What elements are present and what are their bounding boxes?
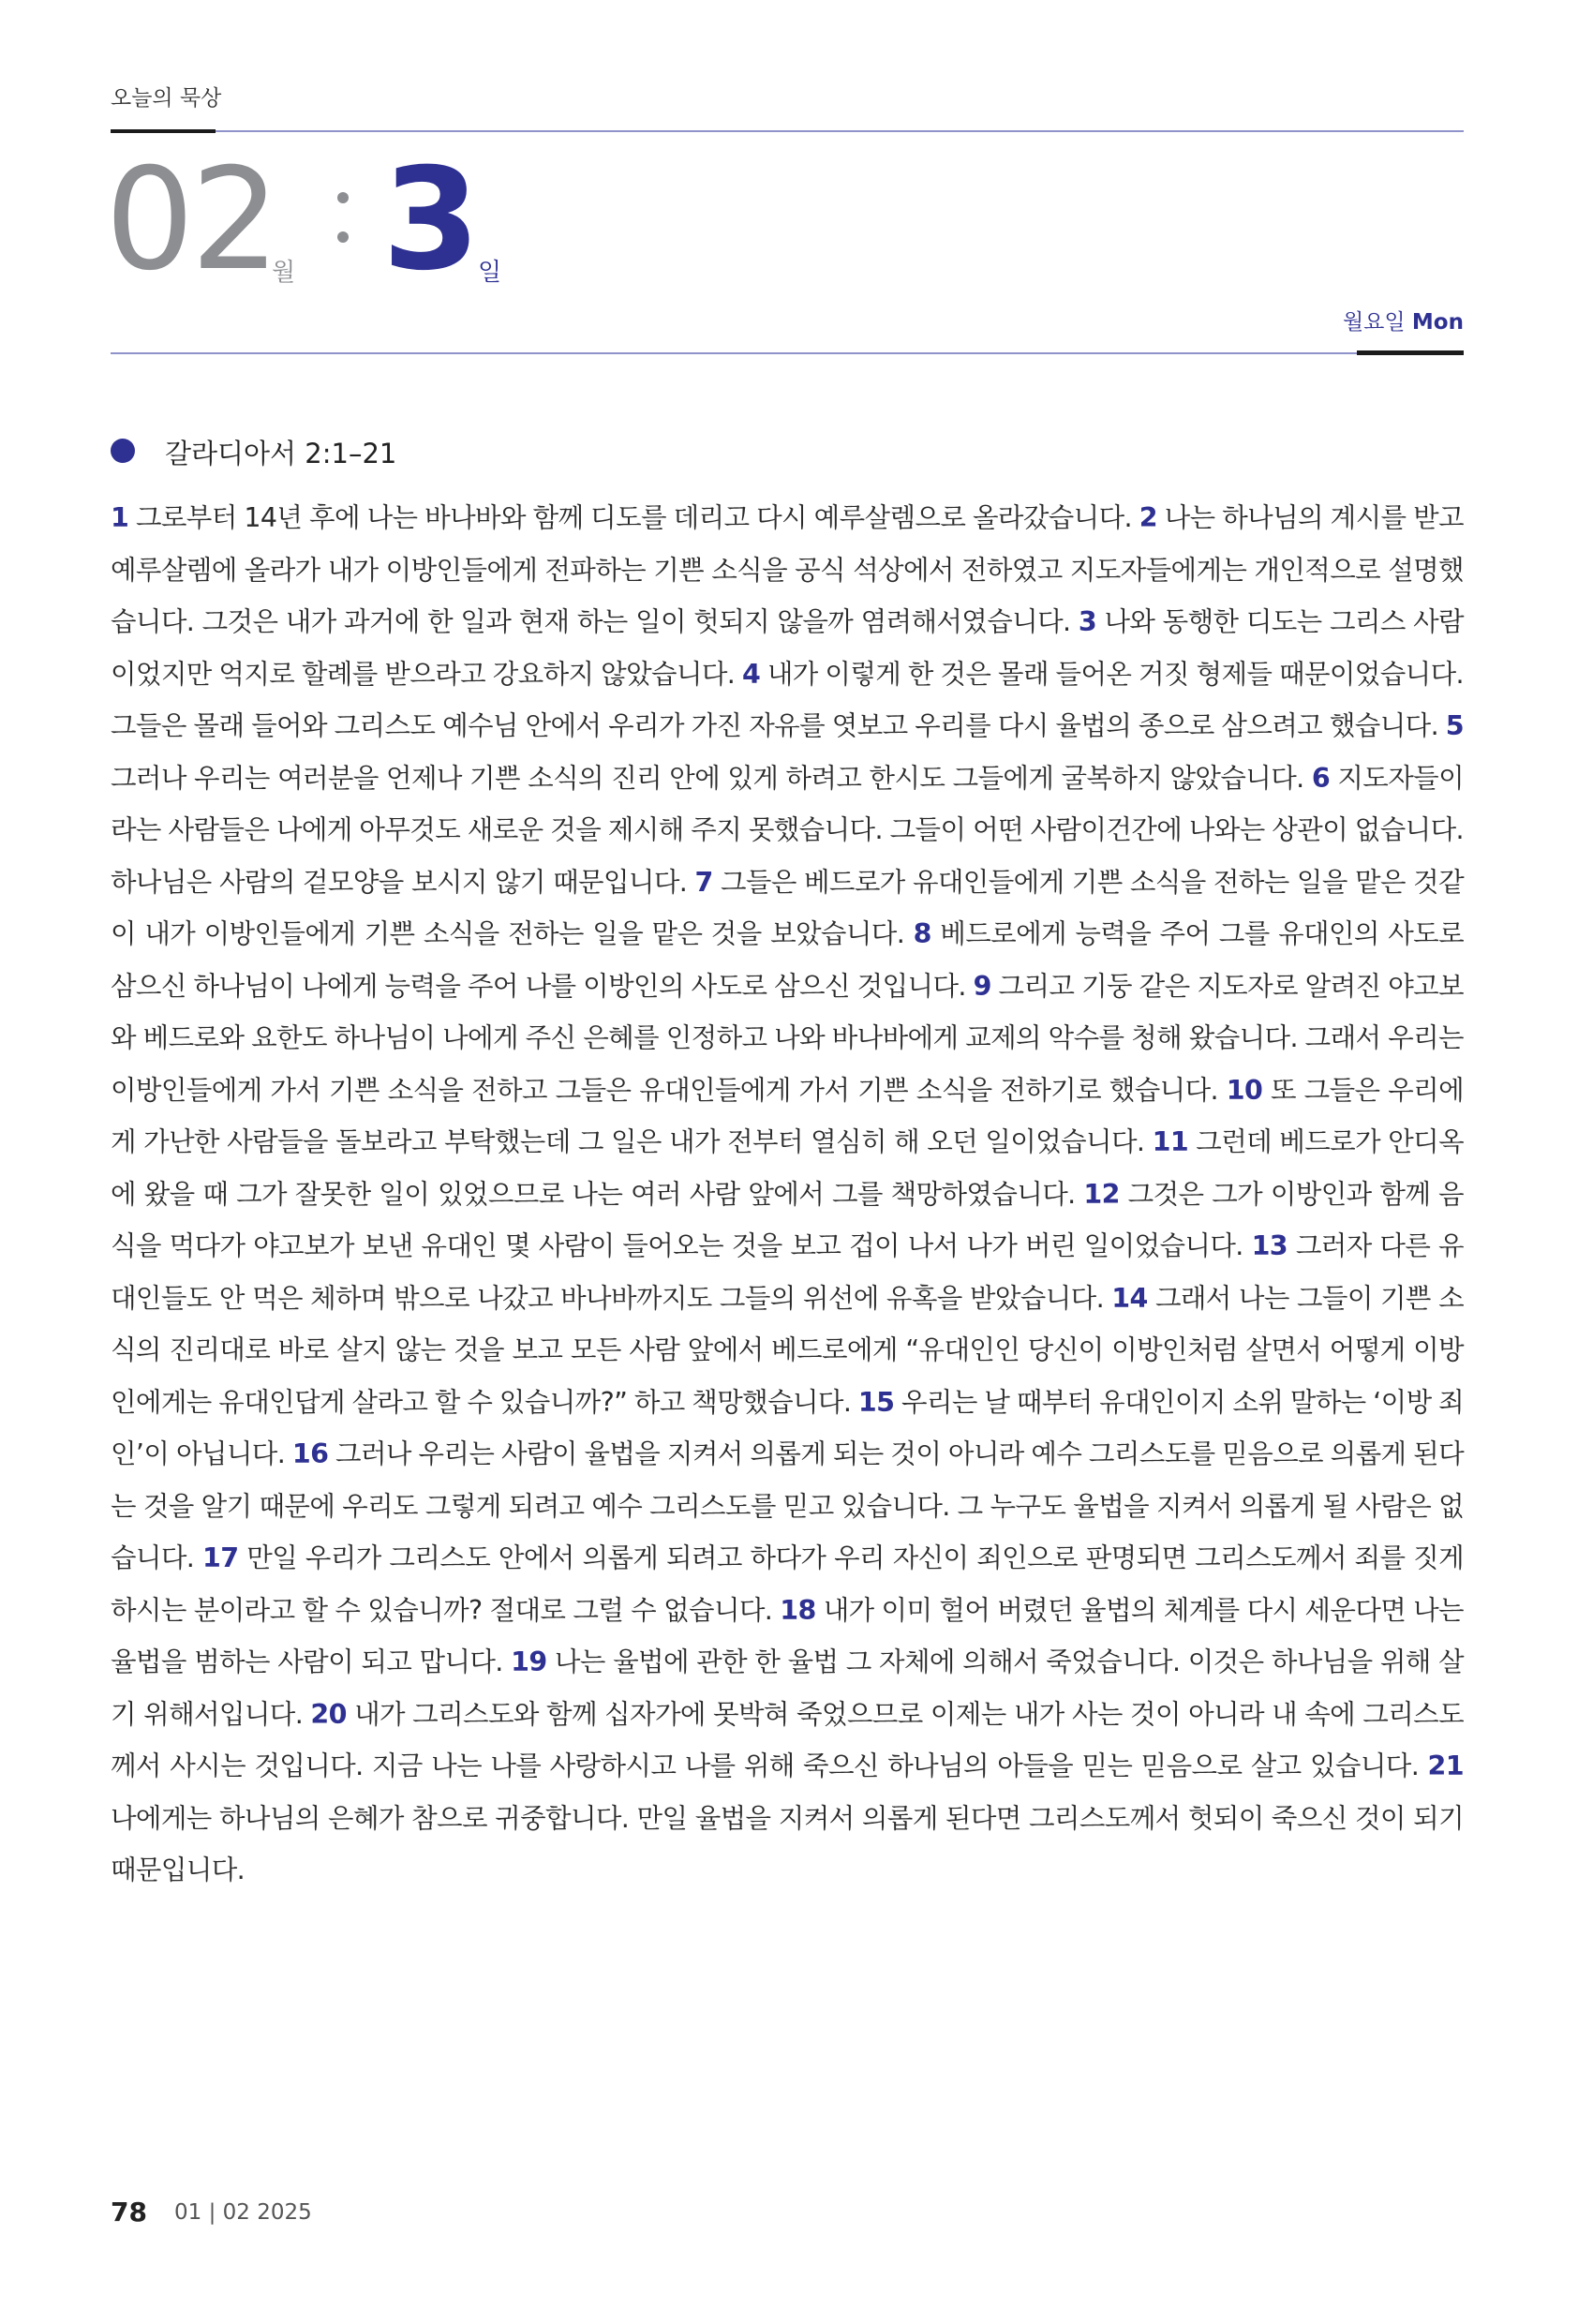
verse-text: 그런데 베드로가 안디옥에 왔을 때 그가 잘못한 일이 있었으므로 나는 여러 사람 앞에서 그를 책망하였습니다.	[111, 1126, 1465, 1210]
verse-text: 우리는 날 때부터 유대인이지 소위 말하는 ‘이방 죄인’이 아닙니다.	[111, 1386, 1465, 1469]
verse-text: 나와 동행한 디도는 그리스 사람이었지만 억지로 할례를 받으라고 강요하지 않았습니다.	[111, 606, 1464, 690]
weekday	[1343, 305, 1464, 335]
verse-number: 8	[913, 918, 931, 949]
verse-text: 내가 그리스도와 함께 십자가에 못박혀 죽었으므로 이제는 내가 사는 것이 아니라 내 속에 그리스도께서 사시는 것입니다. 지금 나는 나를 사랑하시고 나를 위해 죽으신 하나님의 아들을 믿는 믿음으로 살고 있습니다.	[111, 1698, 1465, 1781]
verse-number: 15	[857, 1386, 895, 1418]
separator-dot	[337, 192, 349, 203]
header-rule-accent	[1357, 350, 1464, 355]
verse-number: 21	[1427, 1750, 1465, 1781]
verse-number: 16	[291, 1438, 329, 1469]
verse-number: 1	[111, 502, 129, 533]
passage-reference: 갈라디아서 2:1–21	[165, 438, 397, 469]
issue-info: 01 | 02 2025	[174, 2200, 312, 2225]
verse-number: 6	[1311, 762, 1331, 794]
verse-number: 11	[1152, 1126, 1189, 1157]
verse-number: 13	[1251, 1230, 1288, 1261]
verse-number: 19	[511, 1646, 547, 1677]
verse-text: 내가 이렇게 한 것은 몰래 들어온 거짓 형제들 때문이었습니다. 그들은 몰래 들어와 그리스도 예수님 안에서 우리가 가진 자유를 엿보고 우리를 다시 율법의 종으로 삼으려고 했습니다.	[111, 658, 1464, 741]
scripture-text	[111, 492, 1464, 1897]
verse-number: 18	[780, 1594, 816, 1626]
weekday-en: Mon	[1411, 310, 1464, 335]
verse-text: 그것은 그가 이방인과 함께 음식을 먹다가 야고보가 보낸 유대인 몇 사람이 들어오는 것을 보고 겁이 나서 나가 버린 일이었습니다.	[111, 1178, 1464, 1261]
day-unit: 일	[478, 259, 502, 287]
top-rule	[216, 130, 1464, 132]
verse-text: 베드로에게 능력을 주어 그를 유대인의 사도로 삼으신 하나님이 나에게 능력을 주어 나를 이방인의 사도로 삼으신 것입니다.	[111, 918, 1465, 1002]
header-rule	[111, 352, 1359, 354]
verse-text: 나는 하나님의 계시를 받고 예루살렘에 올라가 내가 이방인들에게 전파하는 기쁜 소식을 공식 석상에서 전하였고 지도자들에게는 개인적으로 설명했습니다. 그것은 내가 과거에 한 일과 현재 하는 일이 헛되지 않을까 염려해서였습니다.	[111, 502, 1464, 637]
verse-text: 그러나 우리는 여러분을 언제나 기쁜 소식의 진리 안에 있게 하려고 한시도 그들에게 굴복하지 않았습니다.	[111, 762, 1304, 794]
verse-text: 그러나 우리는 사람이 율법을 지켜서 의롭게 되는 것이 아니라 예수 그리스도를 믿음으로 의롭게 된다는 것을 알기 때문에 우리도 그렇게 되려고 예수 그리스도를 믿고 있습니다. 그 누구도 율법을 지켜서 의롭게 될 사람은 없습니다.	[111, 1438, 1464, 1573]
verse-text: 만일 우리가 그리스도 안에서 의롭게 되려고 하다가 우리 자신이 죄인으로 판명되면 그리스도께서 죄를 짓게 하시는 분이라고 할 수 있습니까? 절대로 그럴 수 없습니다.	[111, 1542, 1464, 1626]
top-rule-accent	[111, 129, 216, 133]
weekday-ko: 월요일	[1342, 310, 1406, 335]
verse-text: 지도자들이라는 사람들은 나에게 아무것도 새로운 것을 제시해 주지 못했습니다. 그들이 어떤 사람이건간에 나와는 상관이 없습니다. 하나님은 사람의 겉모양을 보시지 않기 때문입니다.	[111, 762, 1465, 898]
verse-text: 내가 이미 헐어 버렸던 율법의 체계를 다시 세운다면 나는 율법을 범하는 사람이 되고 맙니다.	[111, 1594, 1464, 1677]
verse-number: 2	[1139, 502, 1157, 533]
date-separator	[337, 192, 349, 271]
verse-text: 그들은 베드로가 유대인들에게 기쁜 소식을 전하는 일을 맡은 것같이 내가 이방인들에게 기쁜 소식을 전하는 일을 맡은 것을 보았습니다.	[111, 866, 1465, 949]
separator-dot	[337, 231, 349, 243]
verse-text: 그리고 기둥 같은 지도자로 알려진 야고보와 베드로와 요한도 하나님이 나에게 주신 은혜를 인정하고 나와 바나바에게 교제의 악수를 청해 왔습니다. 그래서 우리는 이방인들에게 가서 기쁜 소식을 전하고 그들은 유대인들에게 가서 기쁜 소식을 전하기로 했습니다.	[111, 970, 1464, 1106]
verse-number: 3	[1078, 606, 1097, 637]
month-number: 02	[105, 139, 276, 302]
verse-text: 또 그들은 우리에게 가난한 사람들을 돌보라고 부탁했는데 그 일은 내가 전부터 열심히 해 오던 일이었습니다.	[111, 1074, 1465, 1157]
page-number: 78	[111, 2197, 147, 2227]
month-unit: 월	[272, 259, 296, 287]
verse-number: 7	[694, 866, 713, 898]
bullet-icon	[111, 439, 135, 463]
verse-number: 12	[1083, 1178, 1120, 1210]
verse-text: 나는 율법에 관한 한 율법 그 자체에 의해서 죽었습니다. 이것은 하나님을 위해 살기 위해서입니다.	[111, 1646, 1464, 1730]
verse-text: 그래서 나는 그들이 기쁜 소식의 진리대로 바로 살지 않는 것을 보고 모든 사람 앞에서 베드로에게 “유대인인 당신이 이방인처럼 살면서 어떻게 이방인에게는 유대인답게 살라고 할 수 있습니까?” 하고 책망했습니다.	[111, 1282, 1464, 1418]
verse-number: 17	[202, 1542, 239, 1573]
verse-text: 그로부터 14년 후에 나는 바나바와 함께 디도를 데리고 다시 예루살렘으로 올라갔습니다.	[135, 502, 1133, 533]
section-label: 오늘의 묵상	[111, 86, 222, 111]
verse-text: 나에게는 하나님의 은혜가 참으로 귀중합니다. 만일 율법을 지켜서 의롭게 된다면 그리스도께서 헛되이 죽으신 것이 되기 때문입니다.	[111, 1802, 1464, 1885]
verse-text: 그러자 다른 유대인들도 안 먹은 체하며 밖으로 나갔고 바나바까지도 그들의 위선에 유혹을 받았습니다.	[111, 1230, 1464, 1314]
verse-number: 4	[741, 658, 761, 690]
verse-number: 14	[1111, 1282, 1148, 1314]
verse-number: 20	[310, 1698, 347, 1730]
verse-number: 10	[1226, 1074, 1263, 1106]
day-number: 3	[382, 139, 481, 302]
verse-number: 5	[1445, 710, 1464, 741]
verse-number: 9	[973, 970, 991, 1002]
